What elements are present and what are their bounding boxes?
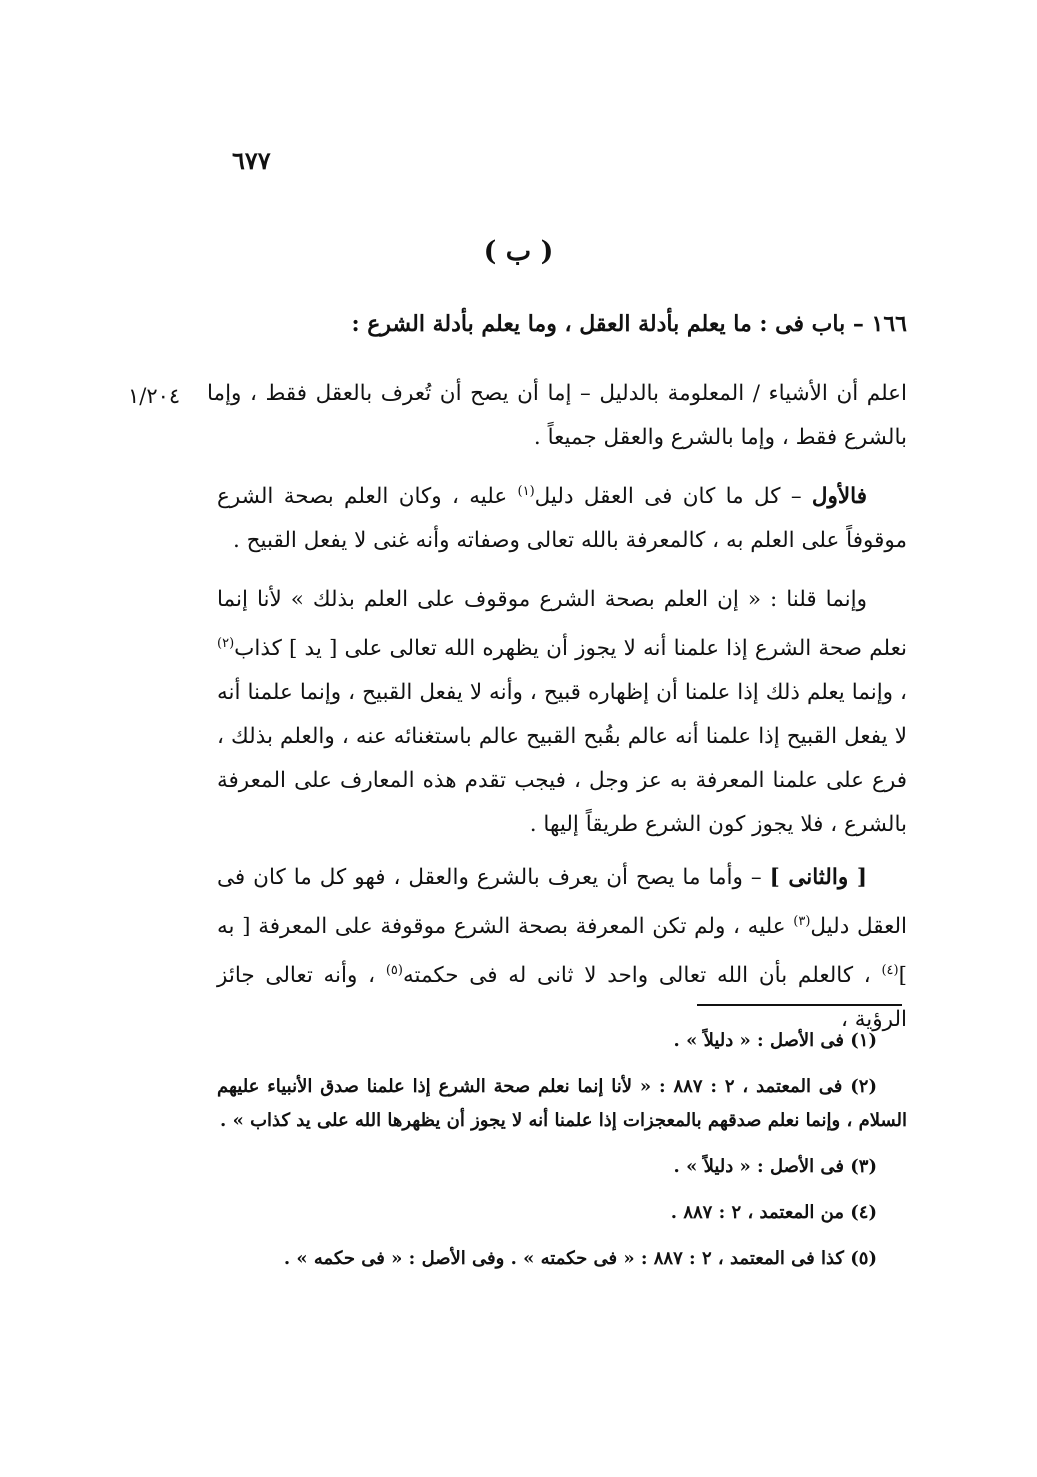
- footnotes: [217, 1024, 907, 1288]
- footnote-ref[interactable]: (٤): [881, 963, 899, 979]
- paragraph-text: ، وإنما يعلم ذلك إذا علمنا أن إظهاره قبيح ، وأنه لا يفعل القبيح ، وإنما علمنا أنه لا يفعل القبيح إذا علمنا أنه عالم بقُبح القبيح عالم باستغنائه عنه ، والعلم بذلك ، فرع على علمنا المعرفة به عز وجل ، فيجب تقدم هذه المعارف على المعرفة بالشرع ، فلا يجوز كون الشرع طريقاً إليها .: [217, 680, 907, 838]
- paragraph-label: [ والثانى ]: [769, 865, 867, 890]
- footnote-ref[interactable]: (٣): [793, 914, 811, 929]
- footnote-2: (٢) فى المعتمد ، ٢ : ٨٨٧ : « لأنا إنما نعلم صحة الشرع إذا علمنا صدق الأنبياء عليهم السلام ، وإنما نعلم صدقهم بالمعجزات إذا علمنا أنه لا يجوز أن يظهرها الله على يد كذاب » .: [217, 1076, 907, 1131]
- paragraph-text: عليه ، ولم تكن المعرفة بصحة الشرع موقوفة على المعرفة [ به ]: [217, 914, 907, 989]
- paragraph-text: ، كالعلم بأن الله تعالى واحد لا ثانى له فى حكمته: [402, 963, 882, 989]
- paragraph-text: ، وأنه تعالى جائز الرؤية ،: [217, 963, 907, 1033]
- paragraph-text: عليه ، وكان العلم بصحة الشرع موقوفاً على العلم به ، كالمعرفة بالله تعالى وصفاته وأنه غنى لا يفعل القبيح .: [217, 484, 907, 554]
- footnote-ref[interactable]: (٢): [217, 636, 235, 651]
- footnote-divider: [697, 1004, 902, 1006]
- footnote-4: (٤) من المعتمد ، ٢ : ٨٨٧ .: [670, 1202, 877, 1223]
- paragraph-text: وإنما قلنا : « إن العلم بصحة الشرع موقوف على العلم بذلك » لأنا إنما نعلم صحة الشرع إذا علمنا أنه لا يجوز أن يظهره الله تعالى على [ يد ] كذاب: [217, 587, 907, 662]
- footnote-ref[interactable]: (٥): [385, 963, 403, 979]
- footnote-1: (١) فى الأصل : « دليلاً » .: [673, 1030, 877, 1051]
- section-letter: ( ب ): [483, 236, 554, 267]
- margin-note: ١/٢٠٤: [128, 384, 181, 408]
- paragraph-label: فالأول: [811, 484, 867, 510]
- paragraph-explanation: [217, 578, 907, 847]
- chapter-heading: ١٦٦ – باب فى : ما يعلم بأدلة العقل ، وما يعلم بأدلة الشرع :: [351, 311, 907, 337]
- paragraph-first-kind: [217, 470, 907, 563]
- paragraph-intro: اعلم أن الأشياء / المعلومة بالدليل – إما أن يصح أن تُعرف بالعقل فقط ، وإما بالشرع فقط ، وإما بالشرع والعقل جميعاً .: [207, 381, 907, 450]
- footnote-3: (٣) فى الأصل : « دليلاً » .: [673, 1156, 877, 1177]
- footnote-ref[interactable]: (١): [517, 484, 535, 499]
- paragraph-text: – وأما ما يصح أن يعرف بالشرع والعقل ، فهو كل ما كان فى العقل دليل: [217, 865, 907, 940]
- page-number: ٦٧٧: [232, 146, 271, 175]
- footnote-5: (٥) كذا فى المعتمد ، ٢ : ٨٨٧ : « فى حكمته » . وفى الأصل : « فى حكمه » .: [283, 1248, 877, 1269]
- paragraph-second-kind: [217, 856, 907, 1042]
- paragraph-text: – كل ما كان فى العقل دليل: [534, 484, 812, 510]
